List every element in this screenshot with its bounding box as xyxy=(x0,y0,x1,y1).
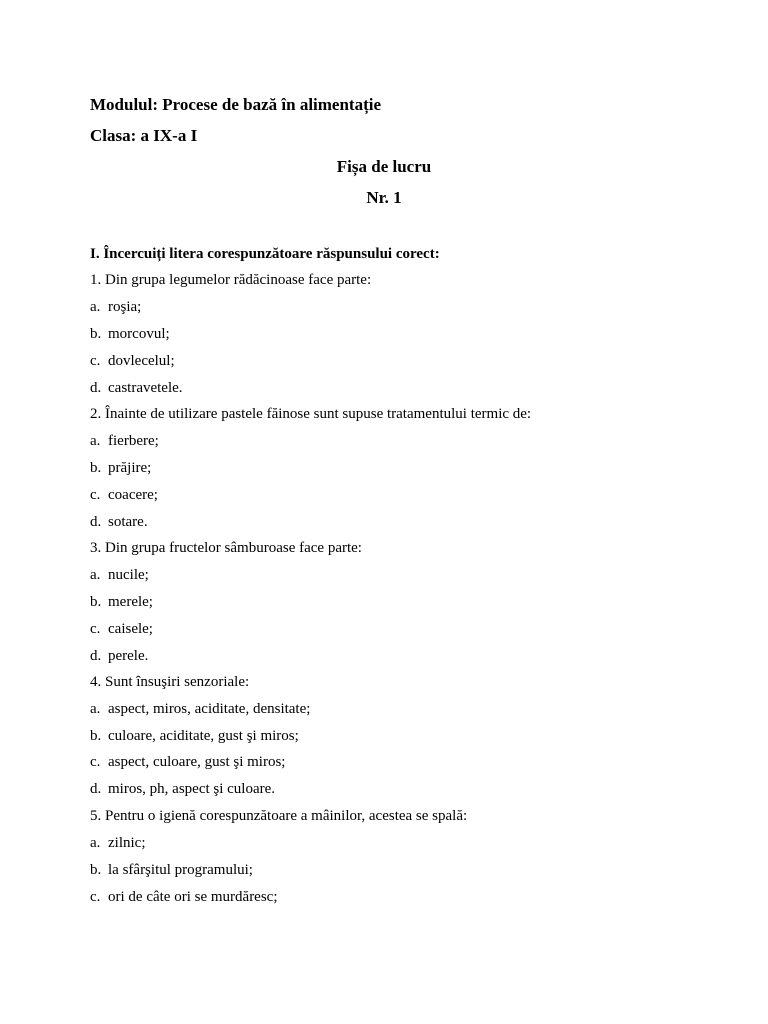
option-letter: b. xyxy=(90,862,102,878)
option-text: nucile; xyxy=(108,567,149,583)
option-text: castravetele. xyxy=(108,380,183,396)
option-letter: a. xyxy=(90,701,101,717)
question-3-option-d xyxy=(90,647,148,665)
question-1-option-c xyxy=(90,352,175,370)
option-text: ori de câte ori se murdăresc; xyxy=(108,889,278,905)
option-letter: c. xyxy=(90,754,101,770)
question-2-option-d xyxy=(90,513,148,531)
option-letter: b. xyxy=(90,594,102,610)
worksheet-title: Fișa de lucru xyxy=(336,157,432,176)
option-letter: a. xyxy=(90,299,101,315)
question-2-option-b xyxy=(90,459,151,477)
question-1-option-a xyxy=(90,298,141,316)
question-5-option-b xyxy=(90,861,253,879)
question-1-option-b xyxy=(90,325,170,343)
option-letter: a. xyxy=(90,835,101,851)
option-text: merele; xyxy=(108,594,153,610)
option-letter: c. xyxy=(90,621,101,637)
option-text: roşia; xyxy=(108,299,142,315)
question-2: 2. Înainte de utilizare pastele făinose sunt supuse tratamentului termic de: xyxy=(90,406,532,422)
option-text: prăjire; xyxy=(108,460,152,476)
question-4-option-d xyxy=(90,780,275,798)
option-letter: c. xyxy=(90,353,101,369)
question-3-option-a xyxy=(90,566,149,584)
option-text: dovlecelul; xyxy=(108,353,175,369)
question-3-option-b xyxy=(90,593,153,611)
option-text: zilnic; xyxy=(108,835,146,851)
option-text: caisele; xyxy=(108,621,153,637)
option-text: culoare, aciditate, gust şi miros; xyxy=(108,728,299,744)
question-1-option-d xyxy=(90,379,183,397)
option-text: miros, ph, aspect şi culoare. xyxy=(108,781,276,797)
worksheet-number: Nr. 1 xyxy=(366,188,402,207)
question-5-option-c xyxy=(90,888,278,906)
question-5-option-a xyxy=(90,834,146,852)
option-text: perele. xyxy=(108,648,149,664)
option-letter: d. xyxy=(90,380,102,396)
question-2-option-c xyxy=(90,486,158,504)
option-letter: d. xyxy=(90,514,102,530)
question-3: 3. Din grupa fructelor sâmburoase face parte: xyxy=(90,540,362,556)
question-2-option-a xyxy=(90,432,159,450)
question-5: 5. Pentru o igienă corespunzătoare a mâinilor, acestea se spală: xyxy=(90,808,468,824)
option-letter: d. xyxy=(90,648,102,664)
question-4-option-c xyxy=(90,753,285,771)
option-text: sotare. xyxy=(108,514,148,530)
question-4-option-a xyxy=(90,700,310,718)
class-label: Clasa: a IX-a I xyxy=(90,126,198,145)
option-letter: b. xyxy=(90,460,102,476)
option-letter: c. xyxy=(90,487,101,503)
option-letter: d. xyxy=(90,781,102,797)
section-instruction: I. Încercuiți litera corespunzătoare răspunsului corect: xyxy=(90,246,440,262)
option-text: coacere; xyxy=(108,487,158,503)
question-1: 1. Din grupa legumelor rădăcinoase face parte: xyxy=(90,272,372,288)
option-letter: b. xyxy=(90,728,102,744)
option-letter: b. xyxy=(90,326,102,342)
question-4-option-b xyxy=(90,727,299,745)
option-letter: a. xyxy=(90,433,101,449)
option-text: aspect, miros, aciditate, densitate; xyxy=(108,701,311,717)
module-title: Modulul: Procese de bază în alimentație xyxy=(90,95,382,114)
option-text: morcovul; xyxy=(108,326,170,342)
option-text: fierbere; xyxy=(108,433,159,449)
question-3-option-c xyxy=(90,620,153,638)
option-letter: c. xyxy=(90,889,101,905)
option-letter: a. xyxy=(90,567,101,583)
option-text: aspect, culoare, gust şi miros; xyxy=(108,754,286,770)
question-4: 4. Sunt însuşiri senzoriale: xyxy=(90,674,250,690)
option-text: la sfârşitul programului; xyxy=(108,862,253,878)
